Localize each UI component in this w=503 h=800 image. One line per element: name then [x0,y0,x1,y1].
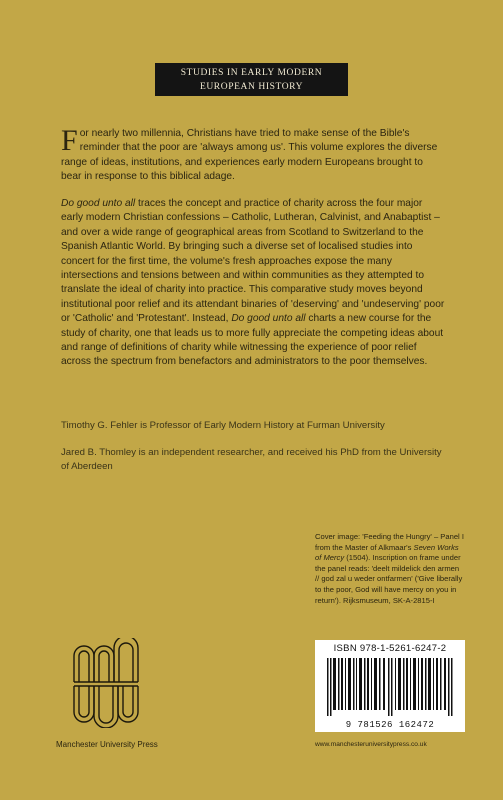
blurb-paragraph-1-text: or nearly two millennia, Christians have tried to make sense of the Bible's reminder that the poor are 'always among us'. This volume explores the diverse range of ideas, institutions, and experiences early modern Europeans brought to bear in response to this biblical adage. [61,128,438,183]
editor-bio-fehler: Timothy G. Fehler is Professor of Early Modern History at Furman University [61,420,385,431]
mup-logo-icon [66,638,144,728]
blurb-paragraph-2-text-a: traces the concept and practice of charity across the four major early modern Christian confessions – Catholic, Lutheran, Calvinist, and Anabaptist – and over a wide range of geographical areas from Scotland to Switzerland to the Spanish Atlantic World. By bringing such a diverse set of localised studies into concert for the first time, the volume's fresh approaches expose the many intersections and tensions between and within communities as they attempted to translate the ideal of charity into practice. This comparative study moves beyond institutional poor relief and its attendant binaries of 'deserving' and 'undeserving' poor or 'Catholic' and 'Protestant'. Instead, [61,198,445,325]
series-title-line1: STUDIES IN EARLY MODERN [180,68,323,78]
cover-credit-text-b: (1504). Inscription on frame under the panel reads: 'deelt mildelick den armen // god zal u weder ontfarmen' ('Give liberally to the poor, God will have mercy on you in return'). Rijksmuseum, SK-A-2815-I [315,553,463,605]
editor-bio-thomley: Jared B. Thomley is an independent researcher, and received his PhD from the University of Aberdeen [61,447,442,472]
cover-credit-italic: Seven Works of Mercy [315,542,459,563]
cover-credit-text-a: Cover image: 'Feeding the Hungry' – Panel I from the Master of Alkmaar's [315,532,464,552]
book-title-italic-2: Do good unto all [231,313,306,325]
blurb-paragraph-2 [61,197,446,370]
drop-cap: F [61,124,78,157]
series-title-box [155,63,348,96]
barcode-bars [327,658,453,716]
publisher-url: www.manchesteruniversitypress.co.uk [315,741,427,748]
series-title-line2: EUROPEAN HISTORY [199,82,304,92]
isbn-number: ISBN 978-1-5261-6247-2 [333,643,447,654]
blurb-paragraph-1 [61,124,446,185]
barcode-digits: 9 781526 162472 [345,720,435,730]
isbn-barcode [315,640,465,732]
publisher-name: Manchester University Press [56,740,158,749]
blurb-paragraph-2-text-b: charts a new course for the study of charity, one that leads us to more fully appreciate the competing ideas about and range of definitions of charity while witnessing the experience of poor relief across the spectrum from benefactors and administrators to the poor themselves. [61,313,444,368]
cover-image-credit [315,532,465,606]
book-title-italic: Do good unto all [61,198,136,209]
